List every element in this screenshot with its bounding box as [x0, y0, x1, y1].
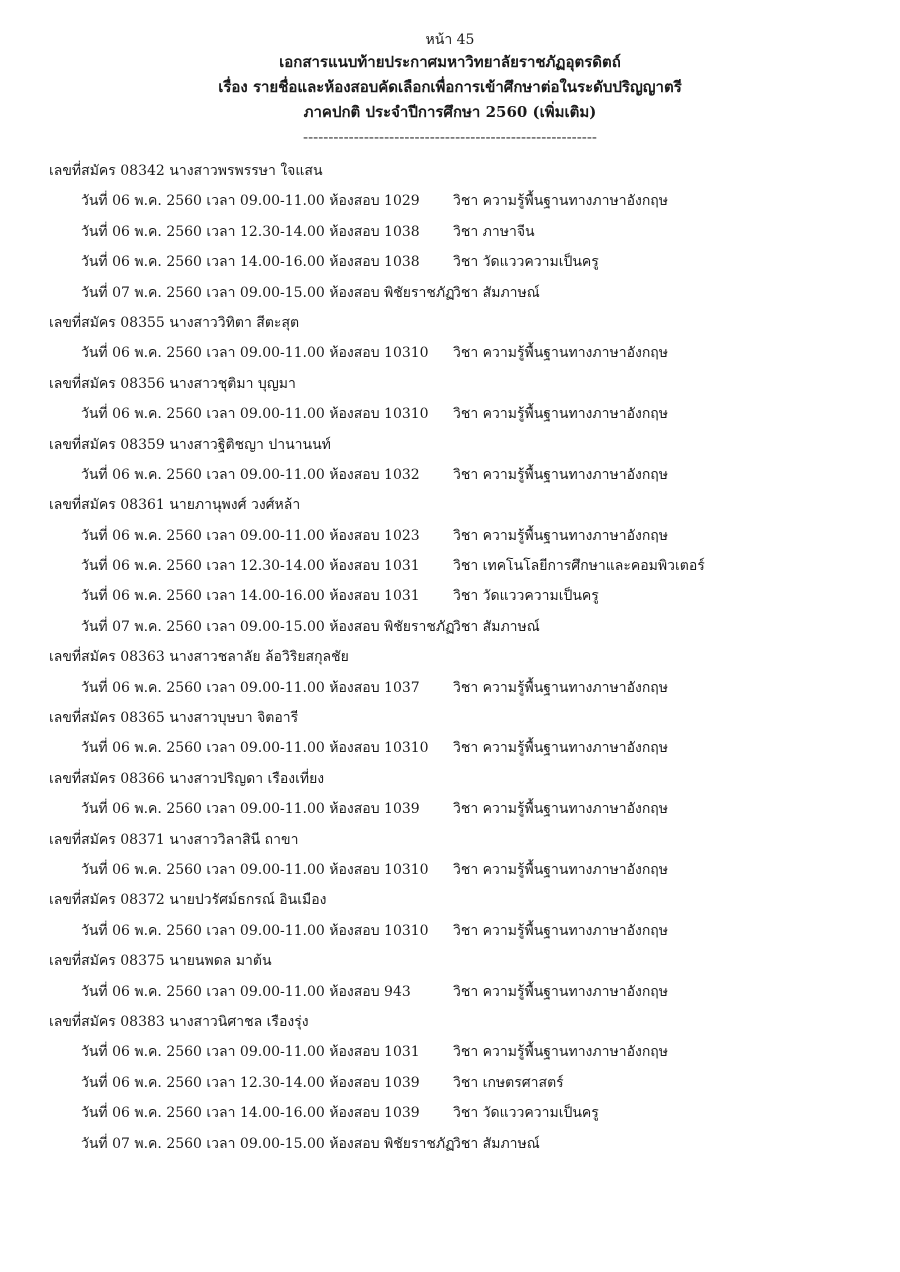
- exam-row: [49, 673, 869, 703]
- exam-datetime-room: วันที่ 06 พ.ค. 2560 เวลา 09.00-11.00 ห้องสอบ 1023: [81, 527, 420, 544]
- exam-datetime-room: วันที่ 06 พ.ค. 2560 เวลา 09.00-11.00 ห้องสอบ 10310: [81, 406, 429, 423]
- exam-row: [49, 278, 869, 308]
- applicant-row: เลขที่สมัคร 08366 นางสาวปริญดา เรืองเที่ยง: [49, 770, 325, 787]
- applicant-row: เลขที่สมัคร 08363 นางสาวชลาลัย ล้อวิริยสกุลชัย: [49, 649, 349, 666]
- exam-row: [49, 460, 869, 490]
- exam-subject: วิชา ความรู้พื้นฐานทางภาษาอังกฤษ: [453, 679, 668, 696]
- exam-datetime-room: วันที่ 06 พ.ค. 2560 เวลา 09.00-11.00 ห้องสอบ 943: [81, 983, 411, 1000]
- exam-datetime-room: วันที่ 06 พ.ค. 2560 เวลา 12.30-14.00 ห้องสอบ 1038: [81, 223, 420, 240]
- exam-subject: วิชา เทคโนโลยีการศึกษาและคอมพิวเตอร์: [453, 558, 705, 575]
- applicant-row: เลขที่สมัคร 08383 นางสาวนิศาชล เรืองรุ่ง: [49, 1013, 309, 1030]
- exam-row: [49, 855, 869, 885]
- exam-subject: วิชา ความรู้พื้นฐานทางภาษาอังกฤษ: [453, 801, 668, 818]
- exam-datetime-room: วันที่ 06 พ.ค. 2560 เวลา 14.00-16.00 ห้องสอบ 1038: [81, 254, 420, 271]
- exam-subject: วิชา ความรู้พื้นฐานทางภาษาอังกฤษ: [453, 740, 668, 757]
- applicant-row: เลขที่สมัคร 08356 นางสาวชุติมา บุญมา: [49, 375, 296, 392]
- exam-subject: วิชา วัดแววความเป็นครู: [453, 588, 599, 605]
- exam-row: [49, 1037, 869, 1067]
- document-term: ภาคปกติ ประจำปีการศึกษา 2560 (เพิ่มเติม): [303, 103, 597, 121]
- exam-row: [49, 217, 869, 247]
- applicant-list: [49, 156, 869, 1159]
- exam-datetime-room: วันที่ 06 พ.ค. 2560 เวลา 09.00-11.00 ห้องสอบ 10310: [81, 861, 429, 878]
- exam-datetime-room: วันที่ 06 พ.ค. 2560 เวลา 09.00-11.00 ห้องสอบ 10310: [81, 740, 429, 757]
- applicant-row: เลขที่สมัคร 08375 นายนพดล มาต้น: [49, 953, 272, 970]
- applicant-row: เลขที่สมัคร 08359 นางสาวฐิติชญา ปานานนท์: [49, 436, 331, 453]
- exam-row: [49, 247, 869, 277]
- exam-row: [49, 1068, 869, 1098]
- exam-subject: วิชา สัมภาษณ์: [453, 618, 540, 635]
- document-title: เอกสารแนบท้ายประกาศมหาวิทยาลัยราชภัฏอุตรดิตถ์: [279, 53, 621, 71]
- exam-row: [49, 551, 869, 581]
- exam-subject: วิชา ความรู้พื้นฐานทางภาษาอังกฤษ: [453, 983, 668, 1000]
- exam-subject: วิชา วัดแววความเป็นครู: [453, 1105, 599, 1122]
- document-subject: เรื่อง รายชื่อและห้องสอบคัดเลือกเพื่อการเข้าศึกษาต่อในระดับปริญญาตรี: [218, 78, 682, 96]
- exam-row: [49, 733, 869, 763]
- exam-datetime-room: วันที่ 06 พ.ค. 2560 เวลา 09.00-11.00 ห้องสอบ 1039: [81, 801, 420, 818]
- exam-row: [49, 794, 869, 824]
- exam-datetime-room: วันที่ 06 พ.ค. 2560 เวลา 14.00-16.00 ห้องสอบ 1031: [81, 588, 420, 605]
- exam-subject: วิชา ความรู้พื้นฐานทางภาษาอังกฤษ: [453, 466, 668, 483]
- exam-subject: วิชา ความรู้พื้นฐานทางภาษาอังกฤษ: [453, 406, 668, 423]
- exam-row: [49, 977, 869, 1007]
- exam-row: [49, 186, 869, 216]
- applicant-row: เลขที่สมัคร 08361 นายภานุพงศ์ วงศ์หล้า: [49, 497, 301, 514]
- exam-datetime-room: วันที่ 06 พ.ค. 2560 เวลา 12.30-14.00 ห้องสอบ 1031: [81, 558, 420, 575]
- exam-row: [49, 338, 869, 368]
- exam-datetime-room: วันที่ 06 พ.ค. 2560 เวลา 09.00-11.00 ห้องสอบ 1031: [81, 1044, 420, 1061]
- exam-row: [49, 1129, 869, 1159]
- exam-datetime-room: วันที่ 07 พ.ค. 2560 เวลา 09.00-15.00 ห้องสอบ พิชัยราชภัฏ: [81, 618, 455, 635]
- exam-datetime-room: วันที่ 06 พ.ค. 2560 เวลา 14.00-16.00 ห้องสอบ 1039: [81, 1105, 420, 1122]
- header-rule: ----------------------------------------------------------: [303, 128, 597, 146]
- exam-datetime-room: วันที่ 06 พ.ค. 2560 เวลา 09.00-11.00 ห้องสอบ 1032: [81, 466, 420, 483]
- exam-subject: วิชา ความรู้พื้นฐานทางภาษาอังกฤษ: [453, 922, 668, 939]
- applicant-row: เลขที่สมัคร 08342 นางสาวพรพรรษา ใจแสน: [49, 163, 323, 179]
- exam-row: [49, 521, 869, 551]
- exam-datetime-room: วันที่ 07 พ.ค. 2560 เวลา 09.00-15.00 ห้องสอบ พิชัยราชภัฏ: [81, 284, 455, 301]
- applicant-row: เลขที่สมัคร 08372 นายปวรัศม์ธกรณ์ อินเมือง: [49, 892, 327, 909]
- exam-datetime-room: วันที่ 06 พ.ค. 2560 เวลา 12.30-14.00 ห้องสอบ 1039: [81, 1074, 420, 1091]
- applicant-row: เลขที่สมัคร 08371 นางสาววิลาสินี ถาขา: [49, 831, 299, 848]
- exam-subject: วิชา วัดแววความเป็นครู: [453, 254, 599, 271]
- exam-row: [49, 1098, 869, 1128]
- exam-subject: วิชา สัมภาษณ์: [453, 1135, 540, 1152]
- exam-subject: วิชา ความรู้พื้นฐานทางภาษาอังกฤษ: [453, 527, 668, 544]
- exam-datetime-room: วันที่ 06 พ.ค. 2560 เวลา 09.00-11.00 ห้องสอบ 1029: [81, 193, 420, 210]
- applicant-row: เลขที่สมัคร 08365 นางสาวบุษบา จิตอารี: [49, 710, 299, 727]
- applicant-row: เลขที่สมัคร 08355 นางสาววิทิตา สีตะสุต: [49, 314, 300, 331]
- exam-subject: วิชา ความรู้พื้นฐานทางภาษาอังกฤษ: [453, 1044, 668, 1061]
- exam-subject: วิชา ความรู้พื้นฐานทางภาษาอังกฤษ: [453, 345, 668, 362]
- exam-subject: วิชา สัมภาษณ์: [453, 284, 540, 301]
- exam-subject: วิชา ภาษาจีน: [453, 223, 535, 240]
- exam-datetime-room: วันที่ 06 พ.ค. 2560 เวลา 09.00-11.00 ห้องสอบ 1037: [81, 679, 420, 696]
- exam-row: [49, 399, 869, 429]
- document-header: [0, 30, 900, 150]
- exam-subject: วิชา เกษตรศาสตร์: [453, 1074, 564, 1091]
- exam-datetime-room: วันที่ 06 พ.ค. 2560 เวลา 09.00-11.00 ห้องสอบ 10310: [81, 345, 429, 362]
- exam-datetime-room: วันที่ 07 พ.ค. 2560 เวลา 09.00-15.00 ห้องสอบ พิชัยราชภัฏ: [81, 1135, 455, 1152]
- exam-row: [49, 916, 869, 946]
- exam-subject: วิชา ความรู้พื้นฐานทางภาษาอังกฤษ: [453, 861, 668, 878]
- exam-row: [49, 581, 869, 611]
- exam-datetime-room: วันที่ 06 พ.ค. 2560 เวลา 09.00-11.00 ห้องสอบ 10310: [81, 922, 429, 939]
- exam-subject: วิชา ความรู้พื้นฐานทางภาษาอังกฤษ: [453, 193, 668, 210]
- exam-row: [49, 612, 869, 642]
- page-number: หน้า 45: [425, 32, 475, 48]
